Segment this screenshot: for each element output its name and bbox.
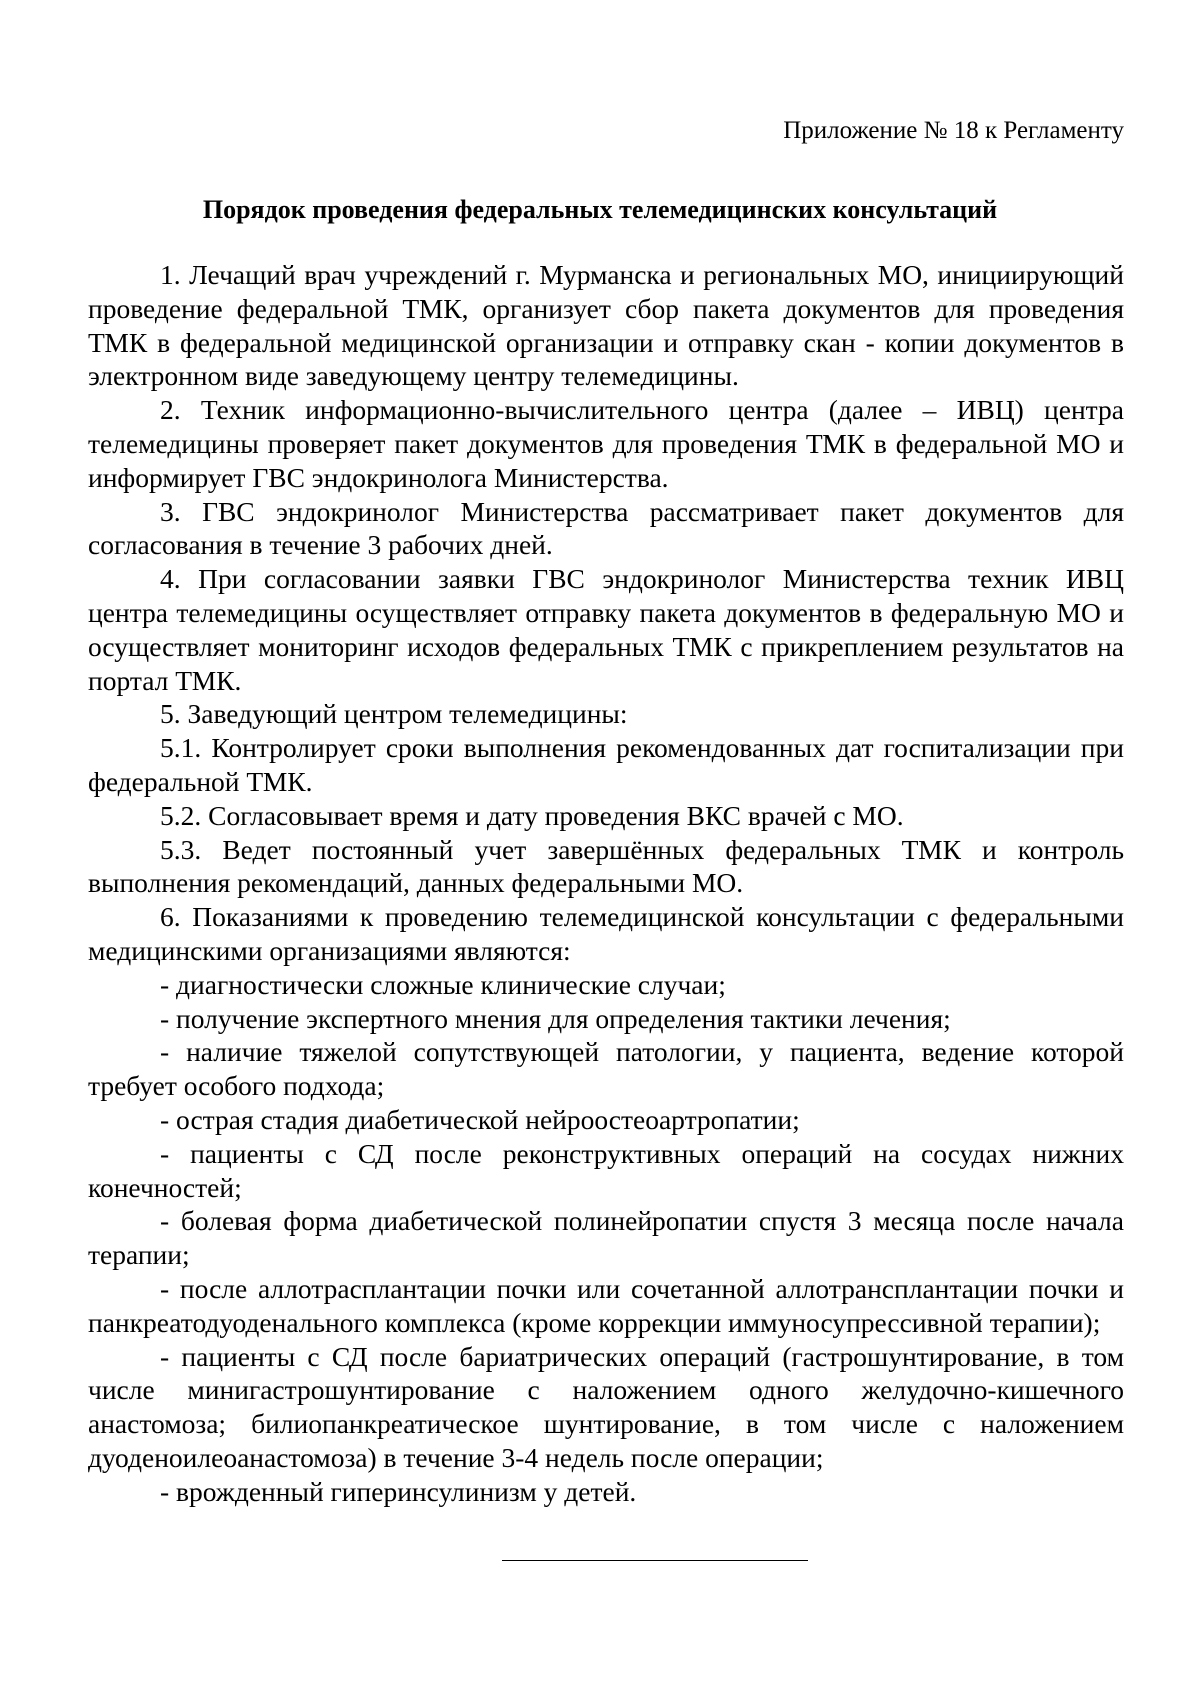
appendix-label: Приложение № 18 к Регламенту: [783, 117, 1124, 144]
indication-item: - острая стадия диабетической нейроостеоартропатии;: [160, 1103, 800, 1135]
end-separator-line: [502, 1560, 808, 1561]
paragraph-5: 5. Заведующий центром телемедицины:: [160, 698, 628, 730]
indication-item: - болевая форма диабетической полинейропатии спустя 3 месяца после начала терапии;: [88, 1205, 1124, 1271]
indication-item: - диагностически сложные клинические случаи;: [160, 968, 726, 1000]
indication-item: - наличие тяжелой сопутствующей патологии, у пациента, ведение которой требует особого подхода;: [88, 1036, 1124, 1102]
paragraph-2: 2. Техник информационно-вычислительного центра (далее – ИВЦ) центра телемедицины проверяет пакет документов для проведения ТМК в федеральной МО и информирует ГВС эндокринолога Министерства.: [88, 394, 1124, 493]
paragraph-5-3: 5.3. Ведет постоянный учет завершённых федеральных ТМК и контроль выполнения рекомендаций, данных федеральными МО.: [88, 833, 1124, 899]
paragraph-3: 3. ГВС эндокринолог Министерства рассматривает пакет документов для согласования в течение 3 рабочих дней.: [88, 495, 1124, 561]
paragraph-1: 1. Лечащий врач учреждений г. Мурманска и региональных МО, инициирующий проведение федеральной ТМК, организует сбор пакета документов для проведения ТМК в федеральной медицинской организации и отправку скан - копии документов в электронном виде заведующему центру телемедицины.: [88, 259, 1124, 392]
indication-item: - врожденный гиперинсулинизм у детей.: [160, 1475, 637, 1507]
paragraph-6: 6. Показаниями к проведению телемедицинской консультации с федеральными медицинскими организациями являются:: [88, 901, 1124, 966]
indication-item: - пациенты с СД после реконструктивных операций на сосудах нижних конечностей;: [88, 1137, 1124, 1203]
document-title: Порядок проведения федеральных телемедицинских консультаций: [202, 195, 998, 224]
paragraph-5-1: 5.1. Контролирует сроки выполнения рекомендованных дат госпитализации при федеральной ТМК.: [88, 732, 1124, 797]
indication-item: - после аллотрасплантации почки или сочетанной аллотрансплантации почки и панкреатодуоденального комплекса (кроме коррекции иммуносупрессивной терапии);: [88, 1272, 1124, 1338]
paragraph-5-2: 5.2. Согласовывает время и дату проведения ВКС врачей с МО.: [160, 799, 904, 831]
indication-item: - пациенты с СД после бариатрических операций (гастрошунтирование, в том числе минигастрошунтирование с наложением одного желудочно-кишечного анастомоза; билиопанкреатическое шунтирование, в том числе с наложением дуоденоилеоанастомоза) в течение 3-4 недель после операции;: [88, 1340, 1124, 1473]
paragraph-4: 4. При согласовании заявки ГВС эндокринолог Министерства техник ИВЦ центра телемедицины осуществляет отправку пакета документов в федеральную МО и осуществляет мониторинг исходов федеральных ТМК с прикреплением результатов на портал ТМК.: [88, 563, 1124, 696]
indication-item: - получение экспертного мнения для определения тактики лечения;: [160, 1002, 951, 1034]
document-body: [88, 258, 1124, 1508]
